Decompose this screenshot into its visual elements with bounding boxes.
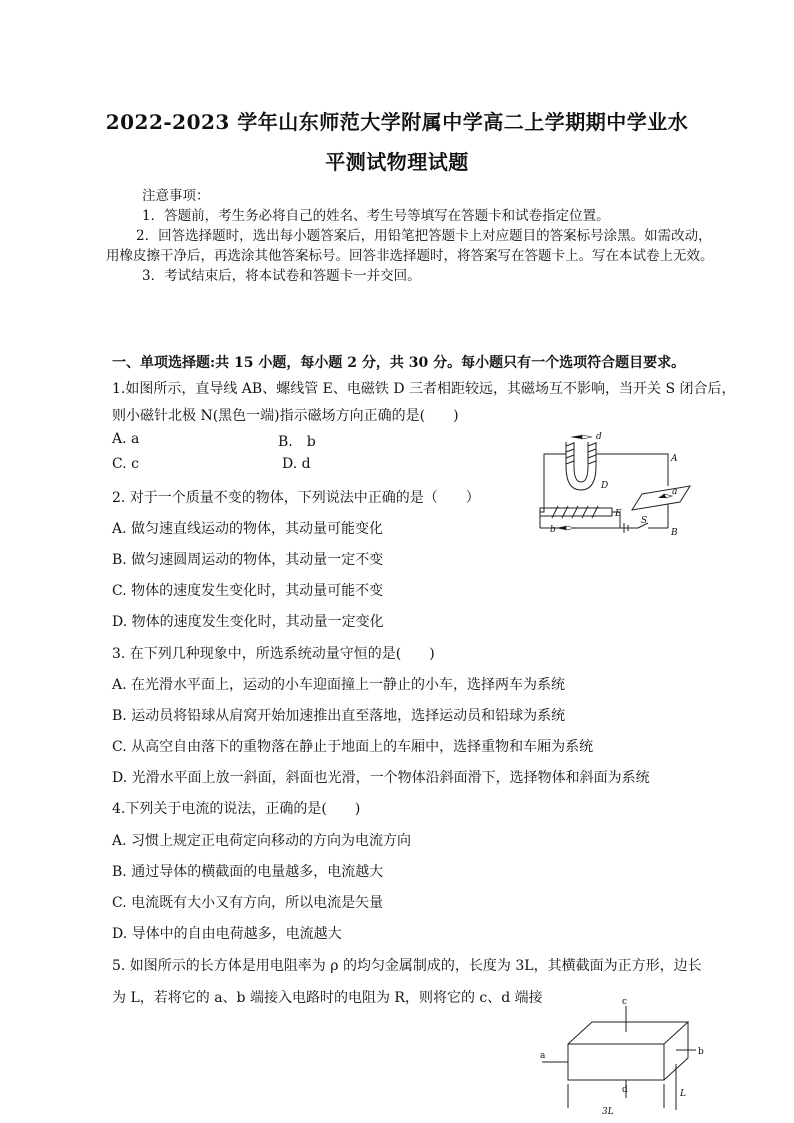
q3-stem: 3. 在下列几种现象中，所选系统动量守恒的是( ) [112, 646, 435, 662]
fig5-label-c: c [622, 998, 628, 1007]
fig1-label-a: a [672, 487, 678, 497]
q2-stem: 2. 对于一个质量不变的物体，下列说法中正确的是（ ） [112, 490, 480, 506]
doc-title-line1: 2022-2023 学年山东师范大学附属中学高二上学期期中学业水 [105, 110, 689, 134]
q1-circuit-figure [530, 428, 700, 540]
fig5-label-d: d [622, 1085, 628, 1095]
fig1-label-b: b [550, 525, 556, 535]
q3-option-d: D. 光滑水平面上放一斜面，斜面也光滑，一个物体沿斜面滑下，选择物体和斜面为系统 [112, 770, 650, 786]
q4-option-c: C. 电流既有大小又有方向，所以电流是矢量 [112, 895, 384, 911]
fig5-label-a: a [540, 1051, 546, 1061]
fig1-label-E: E [615, 509, 622, 519]
fig1-label-A: A [671, 454, 678, 464]
q1-stem-line2: 则小磁针北极 N(黑色一端)指示磁场方向正确的是( ) [112, 408, 459, 424]
q1-option-a: A. a [112, 431, 140, 447]
q1-option-d: D. d [282, 456, 311, 472]
fig1-label-S: S [641, 516, 648, 526]
fig1-label-B: B [671, 528, 678, 538]
q5-cuboid-figure [536, 998, 706, 1116]
q3-option-c: C. 从高空自由落下的重物落在静止于地面上的车厢中，选择重物和车厢为系统 [112, 739, 594, 755]
q2-option-a: A. 做匀速直线运动的物体，其动量可能变化 [112, 521, 384, 537]
fig1-label-D: D [601, 481, 609, 491]
q4-option-d: D. 导体中的自由电荷越多，电流越大 [112, 926, 342, 942]
notes-item-2: 2．回答选择题时，选出每小题答案后，用铅笔把答题卡上对应题目的答案标号涂黑。如需改动，用橡皮擦干净后，再选涂其他答案标号。回答非选择题时，将答案写在答题卡上。写在本试卷上无效。 [106, 228, 714, 264]
q3-option-a: A. 在光滑水平面上，运动的小车迎面撞上一静止的小车，选择两车为系统 [112, 677, 566, 693]
q3-option-b: B. 运动员将铅球从肩窝开始加速推出直至落地，选择运动员和铅球为系统 [112, 708, 566, 724]
q5-stem-line2: 为 L，若将它的 a、b 端接入电路时的电阻为 R，则将它的 c、d 端接 [112, 990, 543, 1006]
q2-option-b: B. 做匀速圆周运动的物体，其动量一定不变 [112, 552, 384, 568]
q2-option-c: C. 物体的速度发生变化时，其动量可能不变 [112, 583, 384, 599]
q1-option-c: C. c [112, 456, 139, 472]
doc-title-line2: 平测试物理试题 [325, 150, 469, 174]
fig1-label-d: d [596, 432, 602, 442]
section-heading: 一、单项选择题:共 15 小题，每小题 2 分，共 30 分。每小题只有一个选项符合题目要求。 [112, 355, 686, 371]
exam-notes [106, 186, 714, 286]
q4-stem: 4.下列关于电流的说法，正确的是( ) [112, 801, 361, 817]
notes-item-3: 3．考试结束后，将本试卷和答题卡一并交回。 [142, 268, 421, 284]
fig5-label-b: b [698, 1047, 704, 1057]
q4-option-b: B. 通过导体的横截面的电量越多，电流越大 [112, 864, 384, 880]
q4-option-a: A. 习惯上规定正电荷定向移动的方向为电流方向 [112, 833, 412, 849]
fig5-label-length: 3L [602, 1107, 614, 1116]
notes-item-1: 1．答题前，考生务必将自己的姓名、考生号等填写在答题卡和试卷指定位置。 [142, 208, 610, 224]
notes-heading: 注意事项： [142, 188, 210, 204]
q2-option-d: D. 物体的速度发生变化时，其动量一定变化 [112, 614, 384, 630]
q5-stem-line1: 5. 如图所示的长方体是用电阻率为 ρ 的均匀金属制成的，长度为 3L，其横截面为正方形，边长 [112, 958, 702, 974]
q1-option-b: B. b [278, 434, 316, 450]
q1-stem-line1: 1.如图所示，直导线 AB、螺线管 E、电磁铁 D 三者相距较远，其磁场互不影响，当开关 S 闭合后， [112, 381, 736, 397]
fig5-label-side: L [680, 1089, 686, 1099]
